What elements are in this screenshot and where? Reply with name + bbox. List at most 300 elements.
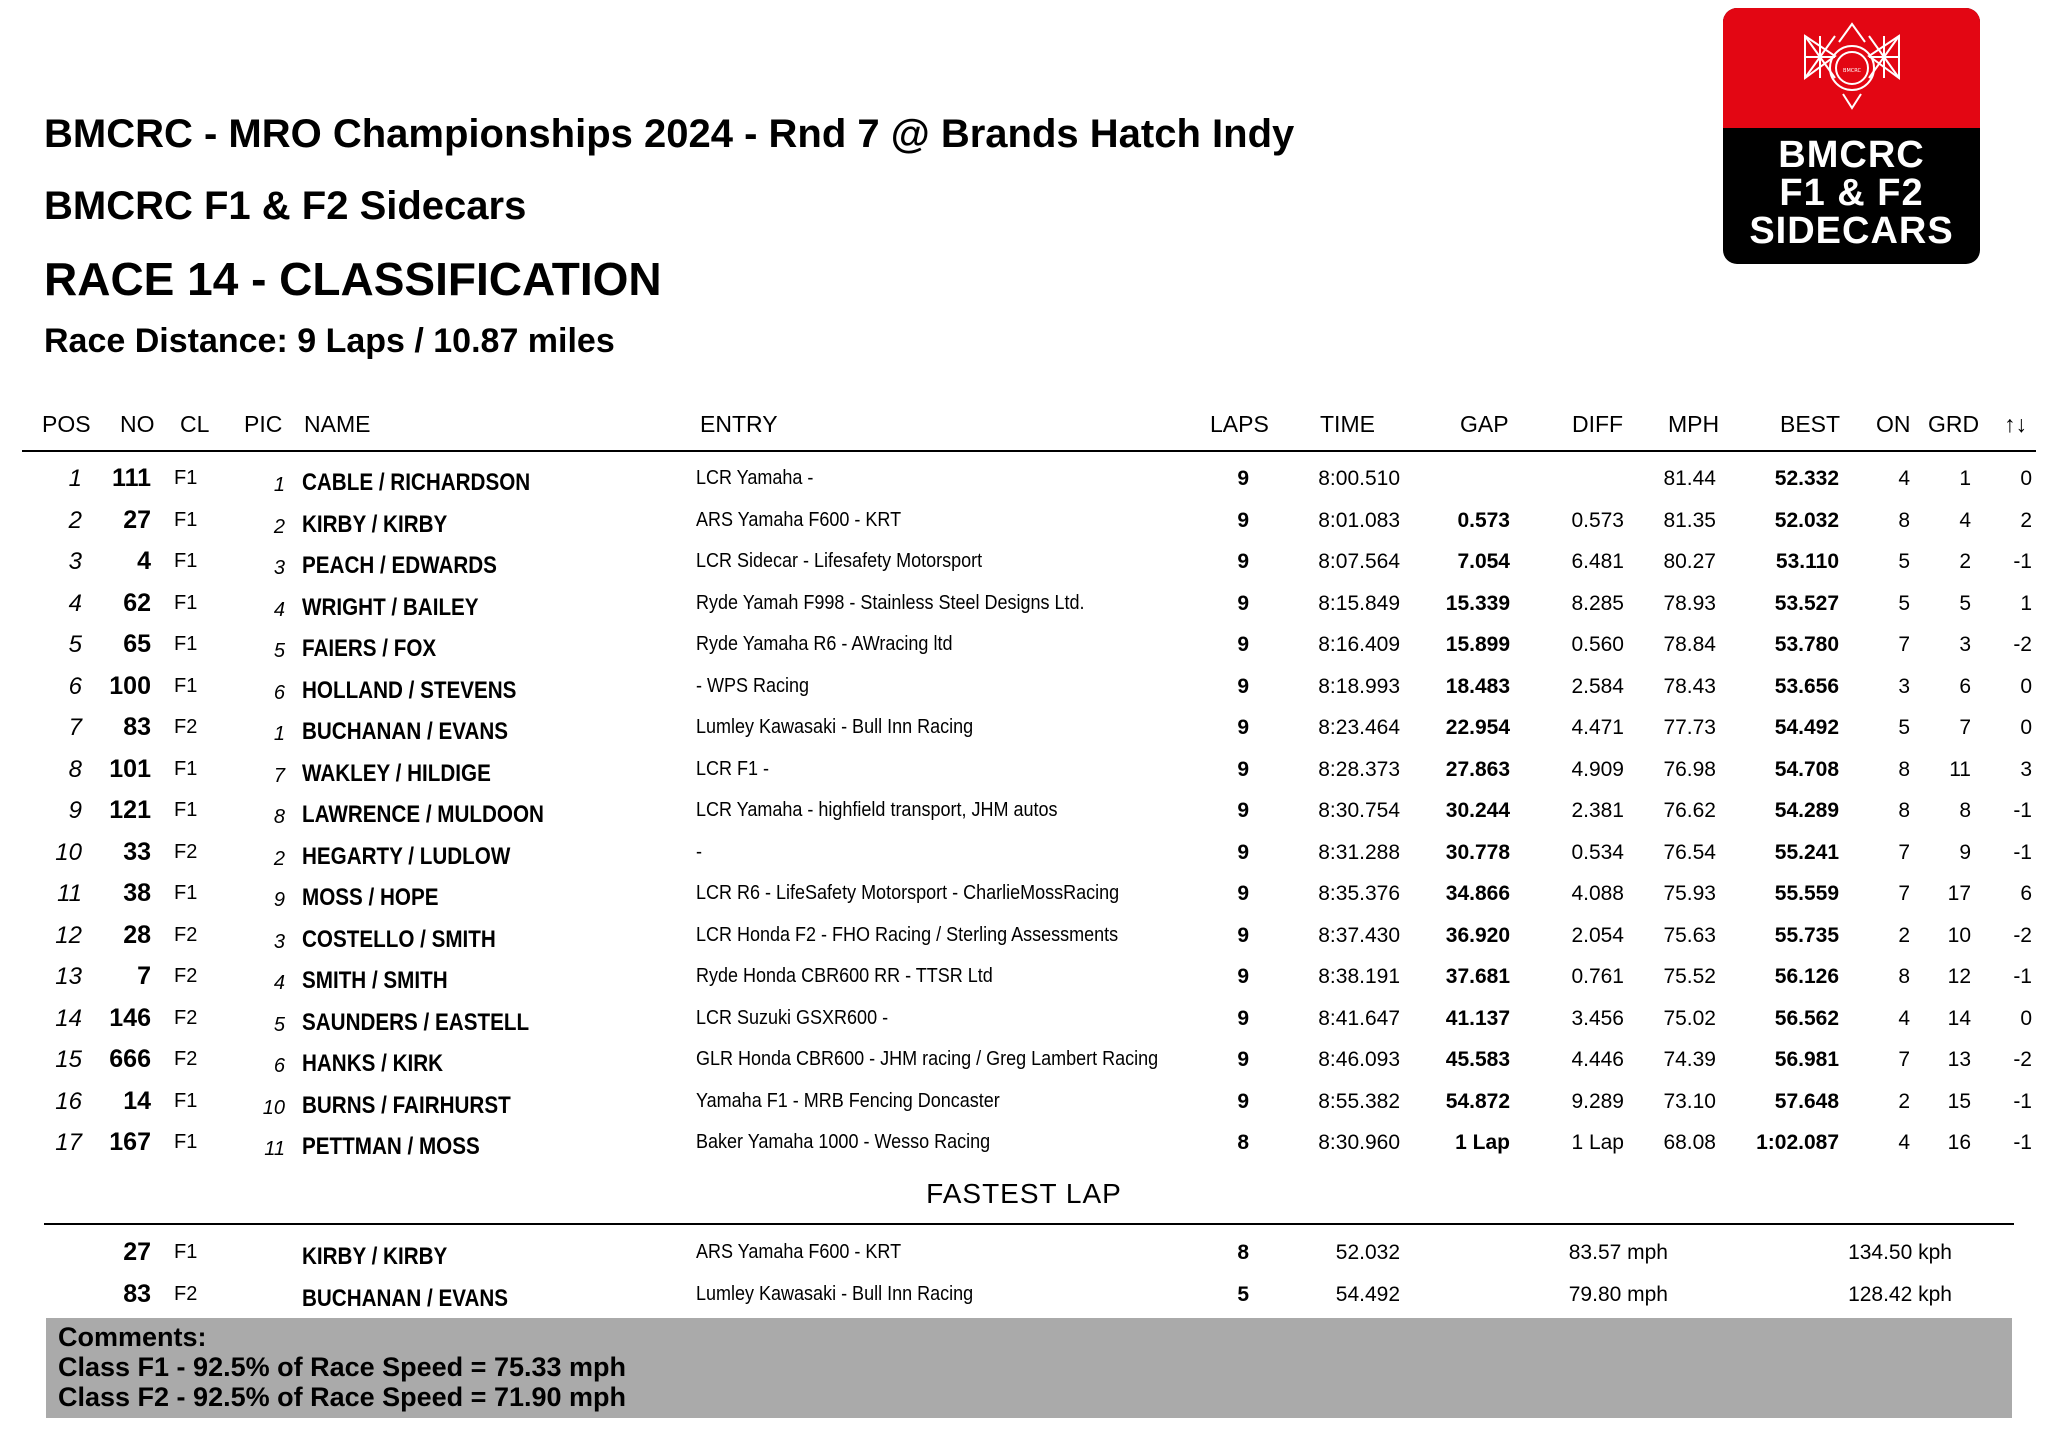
cell-change: 6	[2020, 882, 2032, 905]
cell-no: 666	[109, 1045, 151, 1073]
cell-pos: 13	[55, 963, 82, 990]
table-row	[0, 624, 2048, 665]
table-row	[0, 1122, 2048, 1163]
cell-gap: 27.863	[1445, 757, 1510, 781]
cell-grd: 2	[1959, 550, 1971, 573]
cell-gap: 30.778	[1445, 840, 1510, 864]
cell-no: 111	[112, 464, 151, 492]
cell-diff: 2.054	[1571, 923, 1624, 947]
cell-grd: 8	[1959, 799, 1971, 822]
cell-on: 4	[1898, 467, 1910, 490]
cell-pic: 6	[273, 681, 285, 704]
cell-on: 5	[1898, 550, 1910, 573]
cell-laps: 9	[1237, 467, 1249, 490]
cell-diff: 6.481	[1571, 550, 1624, 573]
race-distance: Race Distance: 9 Laps / 10.87 miles	[44, 322, 615, 360]
cell-diff: 4.446	[1571, 1048, 1624, 1071]
col-pic: PIC	[244, 411, 283, 437]
table-row	[0, 500, 2048, 541]
cell-best: 54.492	[1774, 716, 1839, 739]
race-title: RACE 14 - CLASSIFICATION	[44, 253, 662, 305]
cell-no: 146	[109, 1003, 151, 1032]
cell-entry: LCR Yamaha - highfield transport, JHM autos	[696, 799, 1058, 821]
col-diff: DIFF	[1572, 411, 1624, 437]
cell-gap: 37.681	[1445, 965, 1510, 988]
col-name: NAME	[304, 411, 371, 437]
cell-pos: 1	[68, 465, 82, 492]
fastest-cell-cl: F1	[174, 1241, 198, 1263]
cell-time: 8:28.373	[1318, 757, 1400, 781]
cell-cl: F2	[174, 965, 198, 987]
cell-best: 54.708	[1774, 757, 1839, 781]
cell-mph: 76.54	[1663, 840, 1716, 864]
cell-change: -2	[2013, 923, 2032, 947]
cell-entry: LCR R6 - LifeSafety Motorsport - CharlieMossRacing	[696, 882, 1120, 904]
cell-time: 8:30.754	[1318, 799, 1400, 822]
cell-entry: Yamaha F1 - MRB Fencing Doncaster	[696, 1089, 1000, 1112]
cell-grd: 16	[1947, 1131, 1971, 1154]
cell-name: FAIERS / FOX	[302, 635, 437, 662]
cell-best: 56.126	[1774, 965, 1839, 988]
cell-change: 0	[2020, 716, 2032, 739]
cell-mph: 68.08	[1663, 1131, 1716, 1154]
cell-change: -1	[2013, 799, 2032, 822]
cell-laps: 9	[1237, 799, 1249, 822]
cell-time: 8:23.464	[1318, 716, 1400, 739]
cell-laps: 9	[1237, 508, 1249, 532]
cell-entry: LCR Yamaha -	[696, 467, 814, 489]
cell-entry: LCR F1 -	[696, 757, 770, 780]
cell-grd: 1	[1959, 467, 1971, 490]
cell-change: -1	[2013, 965, 2032, 988]
cell-diff: 0.761	[1571, 965, 1624, 988]
cell-gap: 36.920	[1445, 923, 1510, 947]
cell-cl: F1	[174, 1131, 198, 1153]
cell-pos: 2	[68, 506, 82, 534]
fastest-cell-mph: 79.80 mph	[1568, 1283, 1668, 1306]
cell-pic: 10	[262, 1096, 285, 1119]
cell-mph: 77.73	[1663, 716, 1716, 739]
cell-name: BUCHANAN / EVANS	[302, 718, 509, 745]
fastest-cell-no: 83	[123, 1280, 151, 1308]
cell-entry: -	[696, 840, 703, 863]
comments-label: Comments:	[58, 1322, 207, 1352]
cell-name: KIRBY / KIRBY	[302, 510, 448, 538]
cell-diff: 0.573	[1571, 508, 1624, 532]
fastest-cell-entry: Lumley Kawasaki - Bull Inn Racing	[696, 1283, 974, 1305]
cell-mph: 78.84	[1663, 633, 1716, 656]
cell-cl: F2	[174, 716, 198, 738]
col-laps: LAPS	[1210, 411, 1269, 437]
cell-time: 8:37.430	[1318, 923, 1400, 947]
comment-line-f2: Class F2 - 92.5% of Race Speed = 71.90 mph	[58, 1382, 627, 1412]
cell-time: 8:00.510	[1318, 467, 1400, 490]
cell-time: 8:46.093	[1318, 1048, 1400, 1071]
table-row	[0, 998, 2048, 1039]
cell-mph: 76.62	[1663, 799, 1716, 822]
cell-grd: 13	[1947, 1048, 1971, 1071]
cell-best: 52.332	[1774, 467, 1839, 490]
cell-name: LAWRENCE / MULDOON	[302, 801, 544, 828]
cell-gap: 41.137	[1445, 1006, 1510, 1030]
fastest-lap-rule	[44, 1223, 2014, 1225]
cell-entry: Ryde Yamaha R6 - AWracing ltd	[696, 633, 953, 655]
cell-time: 8:31.288	[1318, 840, 1400, 864]
cell-best: 55.735	[1774, 923, 1839, 947]
cell-on: 7	[1898, 633, 1910, 656]
cell-diff: 3.456	[1571, 1006, 1624, 1030]
table-row	[0, 1081, 2048, 1122]
cell-laps: 9	[1237, 840, 1249, 864]
cell-no: 4	[137, 547, 151, 575]
cell-grd: 14	[1947, 1006, 1971, 1030]
cell-diff: 4.909	[1571, 757, 1624, 781]
table-row	[0, 873, 2048, 914]
cell-change: 2	[2020, 508, 2032, 532]
fastest-cell-time: 54.492	[1335, 1283, 1400, 1306]
cell-grd: 3	[1959, 633, 1971, 656]
cell-pos: 3	[68, 548, 82, 575]
header-rule	[22, 450, 2036, 452]
cell-best: 53.656	[1774, 674, 1839, 698]
cell-entry: - WPS Racing	[696, 674, 810, 697]
cell-change: -1	[2013, 1131, 2032, 1154]
comment-line-f1: Class F1 - 92.5% of Race Speed = 75.33 mph	[58, 1352, 627, 1382]
cell-best: 56.562	[1774, 1006, 1839, 1030]
cell-pic: 4	[273, 972, 285, 994]
fastest-cell-no: 27	[123, 1238, 151, 1266]
table-row	[0, 541, 2048, 582]
cell-cl: F1	[174, 467, 198, 489]
col-mph: MPH	[1668, 411, 1720, 437]
cell-time: 8:07.564	[1318, 550, 1400, 573]
cell-diff: 0.560	[1571, 633, 1624, 656]
cell-name: CABLE / RICHARDSON	[302, 469, 531, 496]
cell-change: -2	[2013, 633, 2032, 656]
cell-pic: 3	[273, 930, 285, 953]
cell-time: 8:15.849	[1318, 591, 1400, 615]
cell-time: 8:55.382	[1318, 1089, 1400, 1113]
col-no: NO	[120, 411, 155, 437]
cell-no: 167	[109, 1128, 151, 1156]
cell-diff: 4.471	[1571, 716, 1624, 739]
cell-time: 8:35.376	[1318, 882, 1400, 905]
comments-box	[46, 1318, 2012, 1418]
cell-gap: 34.866	[1445, 882, 1510, 905]
cell-laps: 9	[1237, 757, 1249, 781]
cell-gap: 0.573	[1457, 508, 1510, 532]
cell-mph: 74.39	[1663, 1048, 1716, 1071]
cell-best: 52.032	[1774, 508, 1839, 532]
cell-pic: 1	[273, 474, 285, 496]
cell-cl: F1	[174, 591, 198, 614]
cell-diff: 0.534	[1571, 840, 1624, 864]
cell-laps: 8	[1237, 1131, 1249, 1154]
col-on: ON	[1876, 411, 1911, 437]
cell-gap: 54.872	[1445, 1089, 1510, 1113]
cell-cl: F2	[174, 1048, 198, 1070]
cell-gap: 30.244	[1445, 799, 1510, 822]
cell-name: WAKLEY / HILDIGE	[302, 759, 491, 787]
cell-grd: 7	[1959, 716, 1971, 739]
fastest-cell-cl: F2	[174, 1283, 198, 1305]
cell-on: 2	[1898, 923, 1910, 947]
cell-mph: 81.35	[1663, 508, 1716, 532]
cell-laps: 9	[1237, 591, 1249, 615]
cell-diff: 8.285	[1571, 591, 1624, 615]
fastest-cell-mph: 83.57 mph	[1568, 1241, 1668, 1264]
cell-laps: 9	[1237, 633, 1249, 656]
cell-mph: 78.93	[1663, 591, 1716, 615]
cell-grd: 12	[1947, 965, 1971, 988]
class-title: BMCRC F1 & F2 Sidecars	[44, 184, 527, 228]
cell-time: 8:01.083	[1318, 508, 1400, 532]
cell-on: 5	[1898, 716, 1910, 739]
cell-pic: 2	[273, 515, 285, 538]
bmcrc-sidecars-logo	[1723, 8, 1980, 264]
logo-line-3: SIDECARS	[1749, 210, 1954, 252]
logo-text	[1723, 136, 1980, 250]
cell-gap: 15.899	[1445, 633, 1510, 656]
cell-change: 0	[2020, 467, 2032, 490]
cell-entry: LCR Honda F2 - FHO Racing / Sterling Assessments	[696, 923, 1119, 946]
cell-pos: 15	[55, 1046, 82, 1073]
cell-name: COSTELLO / SMITH	[302, 925, 496, 953]
col-time: TIME	[1320, 411, 1375, 437]
cell-name: SAUNDERS / EASTELL	[302, 1008, 530, 1036]
cell-pic: 4	[273, 598, 285, 621]
cell-pos: 10	[55, 838, 82, 866]
cell-on: 2	[1898, 1089, 1910, 1113]
cell-cl: F2	[174, 923, 198, 946]
cell-grd: 6	[1959, 674, 1971, 698]
table-row	[0, 915, 2048, 956]
cell-gap: 18.483	[1445, 674, 1510, 698]
cell-entry: GLR Honda CBR600 - JHM racing / Greg Lambert Racing	[696, 1048, 1159, 1070]
cell-mph: 75.02	[1663, 1006, 1716, 1030]
cell-gap: 22.954	[1445, 716, 1510, 739]
fastest-cell-entry: ARS Yamaha F600 - KRT	[696, 1241, 902, 1263]
col-best: BEST	[1780, 411, 1841, 437]
cell-no: 121	[109, 796, 151, 824]
fastest-cell-lap: 8	[1237, 1241, 1249, 1264]
logo-line-1: BMCRC	[1778, 134, 1925, 176]
cell-on: 4	[1898, 1006, 1910, 1030]
cell-pic: 7	[273, 764, 285, 787]
cell-best: 53.780	[1774, 633, 1839, 656]
cell-gap: 45.583	[1445, 1048, 1510, 1071]
cell-mph: 73.10	[1663, 1089, 1716, 1113]
cell-no: 83	[123, 713, 151, 741]
cell-no: 101	[109, 754, 151, 783]
cell-mph: 78.43	[1663, 674, 1716, 698]
cell-no: 65	[123, 630, 151, 658]
cell-pos: 4	[68, 589, 82, 617]
cell-best: 53.527	[1774, 591, 1839, 615]
cell-pic: 2	[273, 847, 285, 870]
cell-on: 8	[1898, 508, 1910, 532]
cell-on: 8	[1898, 799, 1910, 822]
cell-on: 4	[1898, 1131, 1910, 1154]
cell-laps: 9	[1237, 965, 1249, 988]
fastest-cell-name: KIRBY / KIRBY	[302, 1243, 448, 1270]
col-grd: GRD	[1928, 411, 1980, 437]
cell-cl: F1	[174, 674, 198, 697]
cell-mph: 75.63	[1663, 923, 1716, 947]
cell-no: 14	[123, 1086, 151, 1115]
table-row	[0, 749, 2048, 790]
cell-cl: F1	[174, 757, 198, 780]
cell-best: 57.648	[1774, 1089, 1839, 1113]
col-change: ↑↓	[2004, 411, 2027, 437]
cell-diff: 2.381	[1571, 799, 1624, 822]
cell-pic: 11	[264, 1138, 285, 1160]
cell-change: 3	[2020, 757, 2032, 781]
cell-mph: 81.44	[1663, 467, 1716, 490]
cell-diff: 4.088	[1571, 882, 1624, 905]
cell-grd: 5	[1959, 591, 1971, 615]
cell-best: 55.241	[1774, 840, 1839, 864]
cell-entry: LCR Sidecar - Lifesafety Motorsport	[696, 550, 983, 572]
cell-name: SMITH / SMITH	[302, 967, 448, 994]
cell-change: -2	[2013, 1048, 2032, 1071]
cell-laps: 9	[1237, 923, 1249, 947]
cell-change: 0	[2020, 674, 2032, 698]
cell-entry: LCR Suzuki GSXR600 -	[696, 1006, 889, 1029]
cell-laps: 9	[1237, 1048, 1249, 1071]
cell-cl: F2	[174, 1006, 198, 1029]
fastest-cell-kph: 128.42 kph	[1848, 1283, 1952, 1306]
cell-pic: 9	[273, 889, 285, 911]
table-row	[0, 458, 2048, 499]
cell-name: WRIGHT / BAILEY	[302, 593, 479, 621]
cell-entry: Ryde Honda CBR600 RR - TTSR Ltd	[696, 965, 993, 987]
cell-diff: 2.584	[1571, 674, 1624, 698]
fastest-cell-name: BUCHANAN / EVANS	[302, 1285, 509, 1312]
cell-cl: F1	[174, 550, 198, 572]
cell-no: 28	[123, 920, 151, 949]
cell-name: MOSS / HOPE	[302, 884, 439, 911]
cell-gap: 1 Lap	[1455, 1131, 1510, 1154]
cell-pic: 6	[273, 1055, 285, 1077]
cell-pic: 8	[273, 806, 285, 828]
cell-no: 33	[123, 837, 151, 866]
cell-mph: 76.98	[1663, 757, 1716, 781]
cell-change: -1	[2013, 1089, 2032, 1113]
cell-laps: 9	[1237, 674, 1249, 698]
cell-grd: 9	[1959, 840, 1971, 864]
cell-time: 8:38.191	[1318, 965, 1400, 988]
cell-name: HANKS / KIRK	[302, 1050, 444, 1077]
cell-pos: 11	[57, 880, 82, 907]
cell-no: 62	[123, 588, 151, 617]
fastest-lap-row	[0, 1274, 2048, 1315]
col-cl: CL	[180, 411, 210, 437]
cell-laps: 9	[1237, 550, 1249, 573]
cell-entry: Ryde Yamah F998 - Stainless Steel Designs Ltd.	[696, 591, 1085, 614]
cell-pic: 5	[273, 640, 285, 662]
cell-entry: ARS Yamaha F600 - KRT	[696, 508, 902, 531]
cell-best: 56.981	[1774, 1048, 1839, 1071]
cell-grd: 15	[1947, 1089, 1971, 1113]
cell-change: -1	[2013, 840, 2032, 864]
logo-line-2: F1 & F2	[1779, 172, 1924, 214]
table-row	[0, 832, 2048, 873]
cell-no: 100	[109, 671, 151, 700]
cell-entry: Lumley Kawasaki - Bull Inn Racing	[696, 716, 974, 738]
cell-pos: 5	[68, 631, 82, 658]
table-row	[0, 1039, 2048, 1080]
fastest-lap-title: FASTEST LAP	[926, 1178, 1122, 1209]
cell-change: 0	[2020, 1006, 2032, 1030]
club-crest-icon	[1797, 16, 1907, 124]
fastest-lap-row	[0, 1232, 2048, 1273]
cell-grd: 4	[1959, 508, 1971, 532]
cell-diff: 9.289	[1571, 1089, 1624, 1113]
fastest-cell-lap: 5	[1237, 1283, 1249, 1306]
cell-on: 7	[1898, 882, 1910, 905]
cell-pos: 9	[68, 797, 82, 824]
cell-pos: 14	[55, 1004, 82, 1032]
cell-time: 8:41.647	[1318, 1006, 1400, 1030]
cell-name: HOLLAND / STEVENS	[302, 676, 517, 704]
cell-cl: F1	[174, 633, 198, 655]
cell-laps: 9	[1237, 1006, 1249, 1030]
cell-name: BURNS / FAIRHURST	[302, 1091, 511, 1119]
cell-time: 8:16.409	[1318, 633, 1400, 656]
cell-no: 7	[137, 962, 151, 990]
cell-pos: 16	[55, 1087, 82, 1115]
cell-cl: F1	[174, 882, 198, 904]
cell-grd: 17	[1947, 882, 1971, 905]
event-title: BMCRC - MRO Championships 2024 - Rnd 7 @ Brands Hatch Indy	[44, 112, 1295, 156]
cell-pos: 7	[68, 714, 82, 741]
cell-change: -1	[2013, 550, 2032, 573]
cell-time: 8:18.993	[1318, 674, 1400, 698]
cell-on: 7	[1898, 840, 1910, 864]
cell-grd: 10	[1947, 923, 1971, 947]
cell-best: 54.289	[1774, 799, 1839, 822]
cell-entry: Baker Yamaha 1000 - Wesso Racing	[696, 1131, 991, 1153]
cell-on: 7	[1898, 1048, 1910, 1071]
cell-mph: 80.27	[1663, 550, 1716, 573]
cell-on: 3	[1898, 674, 1910, 698]
table-row	[0, 583, 2048, 624]
cell-pic: 5	[273, 1013, 285, 1036]
table-row	[0, 707, 2048, 748]
cell-no: 27	[123, 505, 151, 534]
cell-gap: 7.054	[1457, 550, 1510, 573]
table-row	[0, 666, 2048, 707]
cell-change: 1	[2020, 591, 2032, 615]
cell-pos: 8	[68, 755, 82, 783]
cell-pos: 12	[55, 921, 82, 949]
cell-cl: F2	[174, 840, 198, 863]
cell-best: 53.110	[1775, 550, 1839, 573]
table-row	[0, 790, 2048, 831]
cell-best: 1:02.087	[1756, 1131, 1839, 1154]
cell-mph: 75.93	[1663, 882, 1716, 905]
cell-no: 38	[123, 879, 151, 907]
cell-on: 5	[1898, 591, 1910, 615]
fastest-cell-time: 52.032	[1335, 1241, 1400, 1264]
cell-best: 55.559	[1774, 882, 1839, 905]
cell-gap: 15.339	[1445, 591, 1510, 615]
cell-on: 8	[1898, 965, 1910, 988]
cell-on: 8	[1898, 757, 1910, 781]
cell-grd: 11	[1949, 757, 1971, 781]
cell-name: PEACH / EDWARDS	[302, 552, 497, 579]
